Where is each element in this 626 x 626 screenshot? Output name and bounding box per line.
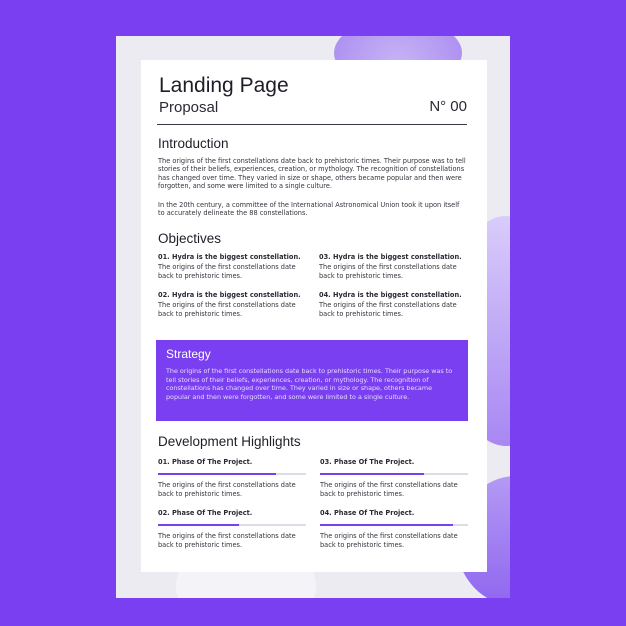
objective-text: The origins of the first constellations date back to prehistoric times. [319, 301, 457, 318]
strategy-heading: Strategy [166, 347, 211, 361]
objective-item [319, 291, 469, 319]
introduction-paragraph-1: The origins of the first constellations date back to prehistoric times. Their purpose was to tell stories of their beliefs, experiences, creation, or mythology. The recognition of constellations has changed over time. They varied in size or shape, others became popular and then were forgotten, and some were limited to a single culture. [158, 157, 466, 191]
objective-item [319, 253, 469, 281]
objective-text: The origins of the first constellations date back to prehistoric times. [158, 263, 296, 280]
header-divider [157, 124, 467, 125]
introduction-heading: Introduction [158, 136, 229, 151]
phase-progress-bar [320, 473, 468, 475]
page-subtitle: Proposal [159, 99, 219, 116]
objective-item [158, 291, 308, 319]
phase-progress-bar [158, 473, 306, 475]
phase-item [158, 509, 306, 550]
phase-title: 04. Phase Of The Project. [320, 509, 415, 517]
phase-text: The origins of the first constellations date back to prehistoric times. [158, 481, 296, 498]
document-number: N° 00 [429, 98, 467, 115]
phase-item [158, 458, 306, 499]
objective-title: 03. Hydra is the biggest constellation. [319, 253, 462, 261]
phase-text: The origins of the first constellations date back to prehistoric times. [320, 481, 458, 498]
phase-progress-fill [158, 524, 239, 526]
document-page [141, 60, 487, 572]
phase-item [320, 458, 468, 499]
phase-progress-fill [320, 473, 424, 475]
introduction-paragraph-2: In the 20th century, a committee of the International Astronomical Union took it upon itself to accurately delineate the 88 constellations. [158, 201, 460, 218]
objectives-heading: Objectives [158, 231, 222, 246]
page-title: Landing Page [159, 74, 289, 97]
phase-progress-bar [158, 524, 306, 526]
objective-item [158, 253, 308, 281]
objective-title: 01. Hydra is the biggest constellation. [158, 253, 301, 261]
phase-title: 02. Phase Of The Project. [158, 509, 253, 517]
objective-title: 02. Hydra is the biggest constellation. [158, 291, 301, 299]
phase-text: The origins of the first constellations date back to prehistoric times. [320, 532, 458, 549]
phase-text: The origins of the first constellations date back to prehistoric times. [158, 532, 296, 549]
phase-progress-fill [320, 524, 453, 526]
phase-title: 03. Phase Of The Project. [320, 458, 415, 466]
strategy-box [156, 340, 468, 421]
objective-text: The origins of the first constellations date back to prehistoric times. [158, 301, 296, 318]
phase-title: 01. Phase Of The Project. [158, 458, 253, 466]
highlights-heading: Development Highlights [158, 434, 301, 449]
strategy-text: The origins of the first constellations date back to prehistoric times. Their purpose was to tell stories of their beliefs, experiences, creation, or mythology. The recognition of constellations has changed over time. They varied in size or shape, others became popular and then were forgotten, and some were limited to a single culture. [166, 367, 453, 401]
phase-progress-bar [320, 524, 468, 526]
phase-item [320, 509, 468, 550]
objective-text: The origins of the first constellations date back to prehistoric times. [319, 263, 457, 280]
objective-title: 04. Hydra is the biggest constellation. [319, 291, 462, 299]
phase-progress-fill [158, 473, 276, 475]
